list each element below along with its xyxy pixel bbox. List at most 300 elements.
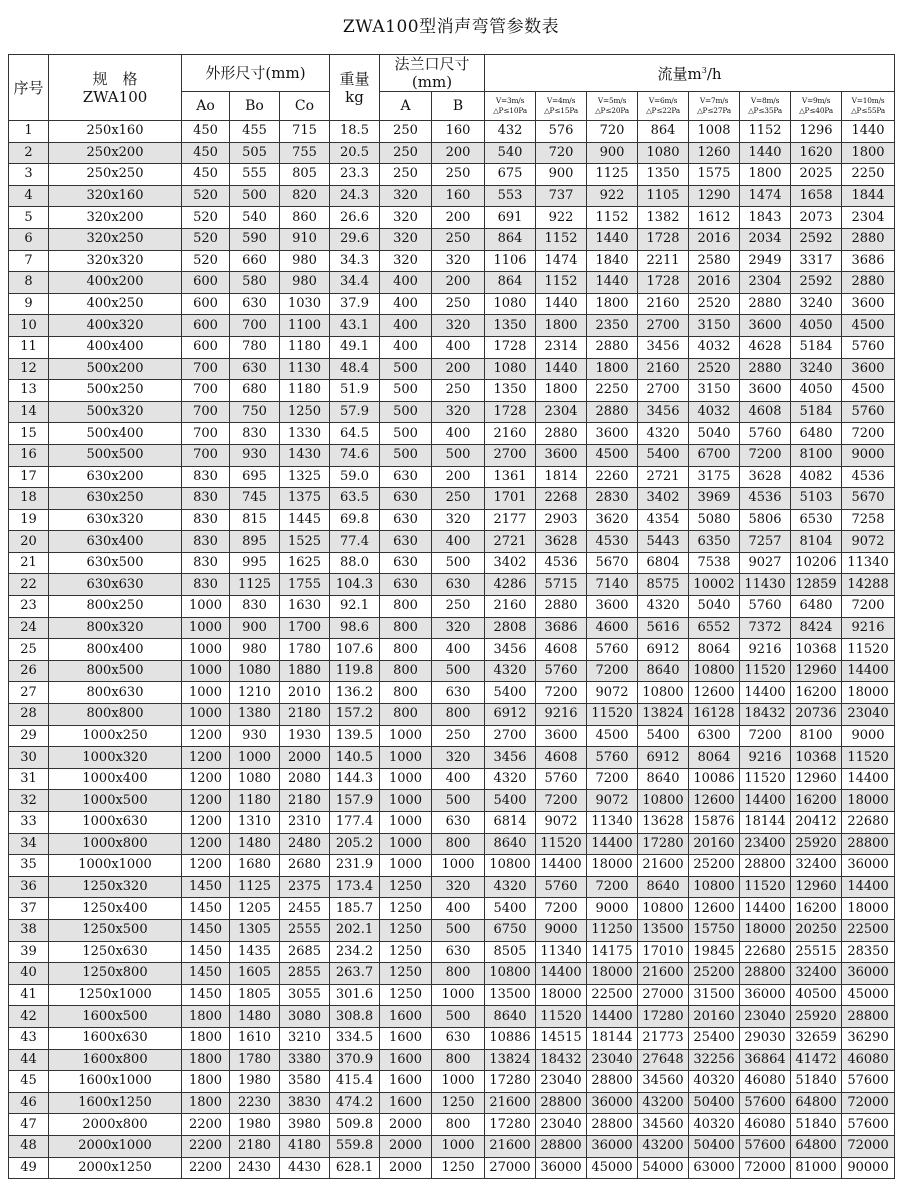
table-cell: 630: [432, 574, 485, 596]
table-cell: 36000: [587, 1135, 638, 1157]
table-cell: 6814: [485, 812, 536, 834]
table-cell: 17010: [638, 941, 689, 963]
table-cell: 17280: [638, 1006, 689, 1028]
table-cell: 4032: [689, 401, 740, 423]
table-cell: 5400: [485, 898, 536, 920]
table-cell: 830: [182, 531, 230, 553]
table-cell: 1728: [485, 336, 536, 358]
table-cell: 1450: [182, 963, 230, 985]
table-cell: 555: [230, 164, 280, 186]
table-cell: 720: [536, 142, 587, 164]
table-cell: 10800: [689, 876, 740, 898]
table-cell: 14288: [842, 574, 895, 596]
table-cell: 1180: [280, 336, 330, 358]
table-cell: 415.4: [330, 1071, 380, 1093]
table-cell: 800: [380, 596, 432, 618]
table-cell: 17280: [638, 833, 689, 855]
table-cell: 4500: [842, 380, 895, 402]
table-cell: 2034: [740, 228, 791, 250]
table-cell: 630x250: [49, 488, 182, 510]
table-cell: 930: [230, 725, 280, 747]
table-cell: 500x200: [49, 358, 182, 380]
table-cell: 1780: [280, 639, 330, 661]
table-cell: 1800: [182, 1027, 230, 1049]
table-cell: 250: [432, 725, 485, 747]
table-cell: 1152: [536, 272, 587, 294]
table-cell: 11340: [587, 812, 638, 834]
table-cell: 2010: [280, 682, 330, 704]
table-cell: 1152: [740, 121, 791, 143]
table-cell: 57600: [740, 1135, 791, 1157]
table-cell: 1800: [740, 164, 791, 186]
table-cell: 1843: [740, 207, 791, 229]
table-cell: 1728: [638, 272, 689, 294]
table-cell: 1080: [230, 660, 280, 682]
table-cell: 500: [432, 552, 485, 574]
table-row: [9, 704, 895, 726]
table-cell: 630: [432, 941, 485, 963]
table-cell: 1250: [380, 876, 432, 898]
table-cell: 1250: [380, 919, 432, 941]
table-cell: 38: [9, 919, 49, 941]
table-cell: 4608: [536, 747, 587, 769]
table-row: [9, 812, 895, 834]
table-cell: 14400: [587, 833, 638, 855]
table-cell: 2430: [230, 1157, 280, 1179]
table-cell: 6912: [485, 704, 536, 726]
table-cell: 1000: [380, 747, 432, 769]
table-cell: 13500: [485, 984, 536, 1006]
table-cell: 4500: [587, 725, 638, 747]
table-cell: 540: [230, 207, 280, 229]
table-cell: 35: [9, 855, 49, 877]
table-cell: 700: [182, 401, 230, 423]
table-cell: 10368: [791, 639, 842, 661]
table-cell: 9000: [536, 919, 587, 941]
table-cell: 2016: [689, 228, 740, 250]
table-cell: 11520: [740, 768, 791, 790]
flow-velocity: V=5m/s: [597, 96, 627, 105]
table-cell: 88.0: [330, 552, 380, 574]
header-flow-label: 流量m: [657, 64, 702, 83]
table-cell: 57600: [842, 1071, 895, 1093]
table-cell: 630x500: [49, 552, 182, 574]
table-cell: 1600x800: [49, 1049, 182, 1071]
table-row: [9, 1157, 895, 1179]
table-cell: 4530: [587, 531, 638, 553]
table-cell: 7258: [842, 509, 895, 531]
table-cell: 8575: [638, 574, 689, 596]
table-cell: 27000: [485, 1157, 536, 1179]
table-cell: 26.6: [330, 207, 380, 229]
table-cell: 7200: [740, 444, 791, 466]
header-bo: Bo: [230, 92, 280, 121]
table-cell: 2520: [689, 358, 740, 380]
table-cell: 2700: [638, 380, 689, 402]
table-cell: 33: [9, 812, 49, 834]
table-cell: 18000: [740, 919, 791, 941]
table-cell: 12600: [689, 682, 740, 704]
table-cell: 1800: [536, 380, 587, 402]
table-cell: 320x160: [49, 185, 182, 207]
table-cell: 5806: [740, 509, 791, 531]
header-flow-col: [791, 92, 842, 121]
table-cell: 320: [432, 250, 485, 272]
table-cell: 16200: [791, 898, 842, 920]
table-cell: 24: [9, 617, 49, 639]
flow-velocity: V=7m/s: [699, 96, 729, 105]
table-cell: 4320: [638, 423, 689, 445]
table-cell: 1152: [587, 207, 638, 229]
table-cell: 3380: [280, 1049, 330, 1071]
table-cell: 500x250: [49, 380, 182, 402]
table-cell: 22500: [587, 984, 638, 1006]
table-cell: 22680: [740, 941, 791, 963]
table-cell: 1250: [280, 401, 330, 423]
table-cell: 9216: [740, 747, 791, 769]
table-cell: 5400: [638, 725, 689, 747]
table-cell: 1000: [182, 704, 230, 726]
table-cell: 4536: [536, 552, 587, 574]
table-cell: 31500: [689, 984, 740, 1006]
table-cell: 10206: [791, 552, 842, 574]
table-cell: 1610: [230, 1027, 280, 1049]
table-cell: 3686: [842, 250, 895, 272]
table-row: [9, 1027, 895, 1049]
table-cell: 14400: [740, 790, 791, 812]
table-cell: 22500: [842, 919, 895, 941]
table-cell: 1000x250: [49, 725, 182, 747]
table-cell: 12960: [791, 660, 842, 682]
table-cell: 2580: [689, 250, 740, 272]
table-cell: 1600: [380, 1071, 432, 1093]
table-cell: 1658: [791, 185, 842, 207]
table-cell: 5103: [791, 488, 842, 510]
table-cell: 320: [380, 185, 432, 207]
table-cell: 2808: [485, 617, 536, 639]
table-cell: 10800: [638, 898, 689, 920]
header-flow-sup: 3: [701, 65, 707, 75]
table-row: [9, 293, 895, 315]
table-cell: 5760: [536, 660, 587, 682]
table-cell: 1382: [638, 207, 689, 229]
table-cell: 1450: [182, 919, 230, 941]
table-cell: 23040: [536, 1114, 587, 1136]
table-cell: 46080: [842, 1049, 895, 1071]
table-cell: 2520: [689, 293, 740, 315]
table-cell: 1250x320: [49, 876, 182, 898]
header-flow-col: [740, 92, 791, 121]
table-row: [9, 919, 895, 941]
table-cell: 29.6: [330, 228, 380, 250]
table-cell: 13824: [485, 1049, 536, 1071]
table-cell: 8640: [485, 833, 536, 855]
table-cell: 600: [182, 272, 230, 294]
table-cell: 2880: [536, 596, 587, 618]
table-cell: 20250: [791, 919, 842, 941]
table-row: [9, 207, 895, 229]
table-cell: 21600: [485, 1092, 536, 1114]
table-cell: 5616: [638, 617, 689, 639]
table-cell: 13628: [638, 812, 689, 834]
table-cell: 2310: [280, 812, 330, 834]
table-cell: 2685: [280, 941, 330, 963]
header-weight: [330, 55, 380, 121]
table-cell: 3600: [536, 725, 587, 747]
table-row: [9, 401, 895, 423]
table-cell: 1250: [432, 1157, 485, 1179]
table-cell: 27000: [638, 984, 689, 1006]
table-cell: 6912: [638, 747, 689, 769]
flow-pressure: △P≤20Pa: [595, 106, 629, 115]
table-cell: 11520: [842, 747, 895, 769]
table-cell: 995: [230, 552, 280, 574]
table-cell: 250: [432, 488, 485, 510]
table-cell: 9216: [536, 704, 587, 726]
table-cell: 5400: [638, 444, 689, 466]
table-cell: 1250: [380, 963, 432, 985]
table-cell: 500: [432, 1006, 485, 1028]
table-cell: 92.1: [330, 596, 380, 618]
table-cell: 10: [9, 315, 49, 337]
table-cell: 6750: [485, 919, 536, 941]
table-cell: 25920: [791, 1006, 842, 1028]
table-cell: 400: [432, 768, 485, 790]
table-row: [9, 228, 895, 250]
table-cell: 25920: [791, 833, 842, 855]
table-cell: 1000: [432, 1071, 485, 1093]
table-cell: 5080: [689, 509, 740, 531]
table-cell: 5040: [689, 423, 740, 445]
header-flange-label: 法兰口尺寸: [394, 55, 470, 73]
table-cell: 2830: [587, 488, 638, 510]
table-cell: 505: [230, 142, 280, 164]
table-cell: 200: [432, 142, 485, 164]
table-cell: 2555: [280, 919, 330, 941]
table-cell: 49.1: [330, 336, 380, 358]
table-cell: 1008: [689, 121, 740, 143]
table-cell: 11520: [536, 1006, 587, 1028]
table-cell: 2016: [689, 272, 740, 294]
table-cell: 2880: [587, 336, 638, 358]
table-cell: 2000: [380, 1114, 432, 1136]
table-cell: 900: [230, 617, 280, 639]
table-cell: 36000: [587, 1092, 638, 1114]
table-cell: 4430: [280, 1157, 330, 1179]
table-cell: 1480: [230, 833, 280, 855]
table-cell: 1330: [280, 423, 330, 445]
table-cell: 1525: [280, 531, 330, 553]
table-cell: 7200: [587, 660, 638, 682]
table-cell: 28: [9, 704, 49, 726]
table-cell: 500: [380, 423, 432, 445]
table-cell: 3: [9, 164, 49, 186]
table-cell: 3628: [536, 531, 587, 553]
table-cell: 1250x400: [49, 898, 182, 920]
table-cell: 1000x630: [49, 812, 182, 834]
table-cell: 3600: [740, 380, 791, 402]
table-cell: 10002: [689, 574, 740, 596]
table-cell: 18000: [842, 682, 895, 704]
table-cell: 13824: [638, 704, 689, 726]
table-cell: 3456: [638, 336, 689, 358]
table-cell: 4536: [740, 488, 791, 510]
table-cell: 40320: [689, 1114, 740, 1136]
header-spec-model: ZWA100: [82, 87, 148, 106]
table-cell: 16200: [791, 790, 842, 812]
table-cell: 4600: [587, 617, 638, 639]
table-cell: 1800: [182, 1006, 230, 1028]
table-cell: 6: [9, 228, 49, 250]
table-cell: 737: [536, 185, 587, 207]
table-cell: 18000: [536, 984, 587, 1006]
table-cell: 23.3: [330, 164, 380, 186]
table-row: [9, 639, 895, 661]
table-cell: 12600: [689, 790, 740, 812]
table-cell: 830: [230, 423, 280, 445]
table-cell: 922: [587, 185, 638, 207]
table-cell: 10800: [638, 682, 689, 704]
table-cell: 1612: [689, 207, 740, 229]
table-cell: 40: [9, 963, 49, 985]
table-cell: 32659: [791, 1027, 842, 1049]
table-cell: 20412: [791, 812, 842, 834]
table-cell: 815: [230, 509, 280, 531]
table-row: [9, 1135, 895, 1157]
table-cell: 18000: [842, 790, 895, 812]
table-cell: 320x200: [49, 207, 182, 229]
flow-velocity: V=4m/s: [546, 96, 576, 105]
table-cell: 1152: [536, 228, 587, 250]
table-cell: 3402: [638, 488, 689, 510]
table-cell: 400: [380, 315, 432, 337]
table-cell: 1250: [380, 941, 432, 963]
table-cell: 7200: [842, 596, 895, 618]
table-cell: 46080: [740, 1071, 791, 1093]
table-cell: 2160: [638, 358, 689, 380]
table-cell: 20.5: [330, 142, 380, 164]
table-body: [9, 121, 895, 1179]
table-row: [9, 423, 895, 445]
table-cell: 15750: [689, 919, 740, 941]
table-cell: 15: [9, 423, 49, 445]
table-cell: 8640: [638, 876, 689, 898]
table-cell: 755: [280, 142, 330, 164]
table-cell: 500x320: [49, 401, 182, 423]
table-cell: 1250x800: [49, 963, 182, 985]
table-cell: 5760: [536, 876, 587, 898]
table-cell: 173.4: [330, 876, 380, 898]
table-cell: 43.1: [330, 315, 380, 337]
table-cell: 980: [230, 639, 280, 661]
table-cell: 1000: [182, 617, 230, 639]
table-cell: 1445: [280, 509, 330, 531]
table-cell: 28800: [740, 855, 791, 877]
table-cell: 1600x1000: [49, 1071, 182, 1093]
table-cell: 23040: [740, 1006, 791, 1028]
table-cell: 500: [432, 660, 485, 682]
table-cell: 500: [380, 380, 432, 402]
table-cell: 5400: [485, 682, 536, 704]
table-cell: 4050: [791, 380, 842, 402]
table-cell: 1250: [432, 1092, 485, 1114]
table-cell: 1000: [432, 855, 485, 877]
table-cell: 1080: [230, 768, 280, 790]
table-cell: 36000: [842, 855, 895, 877]
table-cell: 1844: [842, 185, 895, 207]
table-row: [9, 488, 895, 510]
table-cell: 500x400: [49, 423, 182, 445]
table-cell: 12600: [689, 898, 740, 920]
header-ao: Ao: [182, 92, 230, 121]
table-cell: 660: [230, 250, 280, 272]
table-cell: 22: [9, 574, 49, 596]
table-cell: 2200: [182, 1135, 230, 1157]
table-cell: 36864: [740, 1049, 791, 1071]
table-cell: 45000: [587, 1157, 638, 1179]
table-cell: 780: [230, 336, 280, 358]
table-cell: 3456: [485, 747, 536, 769]
table-cell: 8640: [638, 768, 689, 790]
table-cell: 250x250: [49, 164, 182, 186]
table-cell: 2200: [182, 1157, 230, 1179]
table-cell: 3980: [280, 1114, 330, 1136]
table-cell: 36000: [842, 963, 895, 985]
table-cell: 1250x630: [49, 941, 182, 963]
table-cell: 48.4: [330, 358, 380, 380]
table-cell: 16: [9, 444, 49, 466]
table-cell: 2000: [280, 747, 330, 769]
header-seq: 序号: [9, 55, 49, 121]
table-cell: 7200: [536, 790, 587, 812]
table-cell: 5670: [587, 552, 638, 574]
table-cell: 3240: [791, 293, 842, 315]
table-cell: 830: [182, 466, 230, 488]
table-cell: 16128: [689, 704, 740, 726]
header-flow-col: [485, 92, 536, 121]
table-cell: 1435: [230, 941, 280, 963]
table-cell: 500: [380, 444, 432, 466]
table-cell: 28800: [536, 1092, 587, 1114]
table-cell: 34: [9, 833, 49, 855]
table-cell: 910: [280, 228, 330, 250]
table-cell: 2268: [536, 488, 587, 510]
table-cell: 25: [9, 639, 49, 661]
table-cell: 715: [280, 121, 330, 143]
table-cell: 700: [182, 358, 230, 380]
table-cell: 1880: [280, 660, 330, 682]
table-cell: 3150: [689, 315, 740, 337]
table-cell: 2350: [587, 315, 638, 337]
table-cell: 2230: [230, 1092, 280, 1114]
table-cell: 11250: [587, 919, 638, 941]
table-row: [9, 1006, 895, 1028]
table-cell: 5: [9, 207, 49, 229]
table-cell: 2721: [485, 531, 536, 553]
table-cell: 2700: [485, 725, 536, 747]
table-cell: 1000: [182, 639, 230, 661]
table-cell: 72000: [842, 1092, 895, 1114]
table-cell: 46: [9, 1092, 49, 1114]
table-cell: 600: [182, 336, 230, 358]
table-cell: 1000: [380, 725, 432, 747]
table-cell: 25400: [689, 1027, 740, 1049]
table-cell: 2025: [791, 164, 842, 186]
table-cell: 5760: [740, 423, 791, 445]
table-cell: 10800: [485, 855, 536, 877]
table-cell: 28800: [587, 1114, 638, 1136]
table-cell: 20160: [689, 1006, 740, 1028]
